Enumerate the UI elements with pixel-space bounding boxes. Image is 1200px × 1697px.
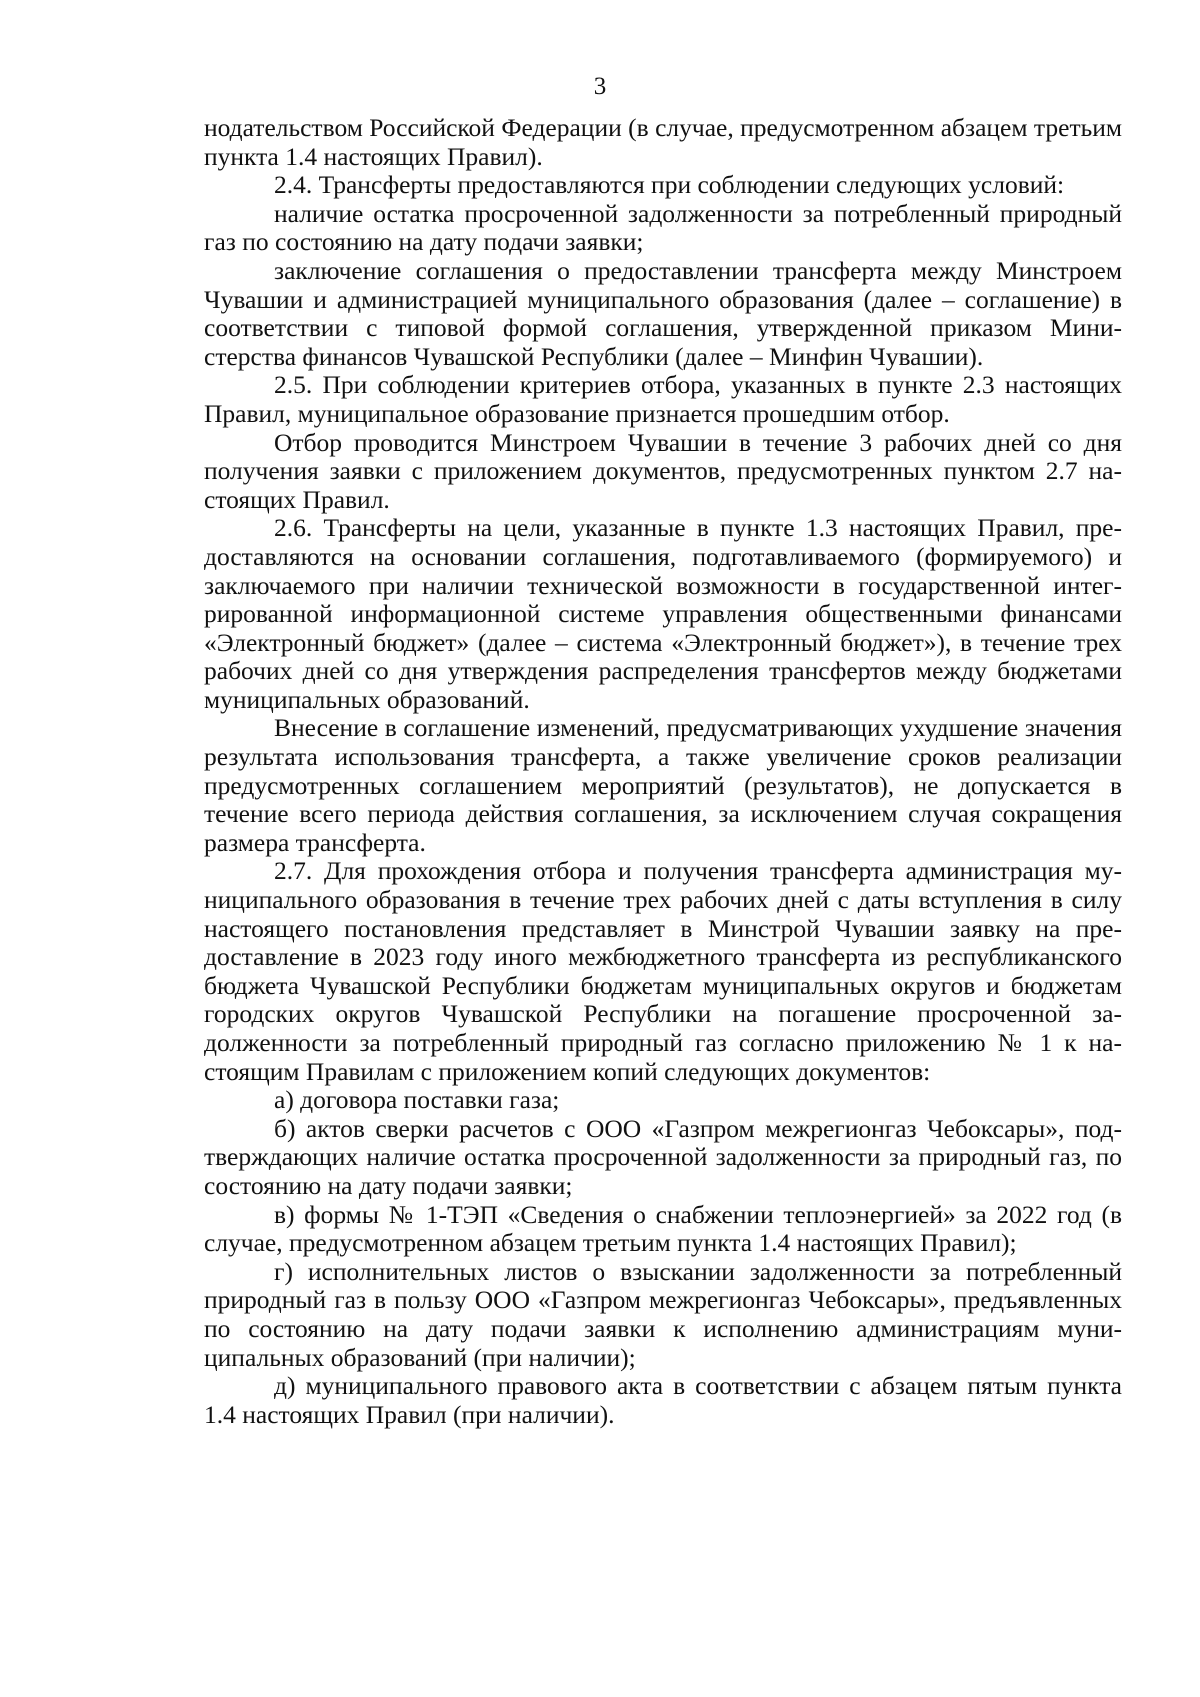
paragraph-2-7: 2.7. Для прохождения отбора и получения трансферта администрация муниципального образования в течение трех рабочих дней с даты вступления в силу настоящего постановления представляет в Минстрой Чувашии заявку на предоставление в 2023 году иного межбюджетного трансферта из республиканского бюджета Чувашской Республики бюджетам муниципальных округов и бюджетам городских округов Чувашской Республики на погашение просроченной задолженности за потребленный природный газ согласно приложению № 1 к настоящим Правилам с приложением копий следующих документов: — [204, 856, 1122, 1086]
list-item-b: б) актов сверки расчетов с ООО «Газпром межрегионгаз Чебоксары», подтверждающих наличие остатка просроченной задолженности за природный газ, по состоянию на дату подачи заявки; — [204, 1113, 1122, 1200]
list-item-d: д) муниципального правового акта в соответствии с абзацем пятым пункта 1.4 настоящих Правил (при наличии). — [204, 1371, 1122, 1429]
list-item-v: в) формы № 1-ТЭП «Сведения о снабжении теплоэнергией» за 2022 год (в случае, предусмотренном абзацем третьим пункта 1.4 настоящих Правил); — [204, 1199, 1122, 1258]
paragraph-2-4: 2.4. Трансферты предоставляются при соблюдении следующих условий: — [274, 170, 1065, 200]
paragraph-selection: Отбор проводится Минстроем Чувашии в течение 3 рабочих дней со дня получения заявки с приложением документов, предусмотренных пунктом 2.7 настоящих Правил. — [204, 427, 1122, 514]
list-item-a: а) договора поставки газа; — [274, 1085, 560, 1115]
paragraph-condition-agreement: заключение соглашения о предоставлении трансферта между Минстроем Чувашии и администрацией муниципального образования (далее – соглашение) в соответствии с типовой формой соглашения, утвержденной приказом Министерства финансов Чувашской Республики (далее – Минфин Чувашии). — [204, 255, 1122, 371]
paragraph-amendments: Внесение в соглашение изменений, предусматривающих ухудшение значения результата использования трансферта, а также увеличение сроков реализации предусмотренных соглашением мероприятий (результатов), не допускается в течение всего периода действия соглашения, за исключением случая сокращения размера трансферта. — [204, 713, 1122, 857]
list-item-g: г) исполнительных листов о взыскании задолженности за потребленный природный газ в пользу ООО «Газпром межрегионгаз Чебоксары», предъявленных по состоянию на дату подачи заявки к исполнению администрациям муниципальных образований (при наличии); — [204, 1256, 1122, 1372]
paragraph-2-6: 2.6. Трансферты на цели, указанные в пункте 1.3 настоящих Правил, предоставляются на основании соглашения, подготавливаемого (формируемого) и заключаемого при наличии технической возможности в государственной интегрированной информационной системе управления общественными финансами «Электронный бюджет» (далее – система «Электронный бюджет»), в течение трех рабочих дней со дня утверждения распределения трансфертов между бюджетами муниципальных образований. — [204, 513, 1122, 714]
document-body — [204, 114, 1122, 1429]
paragraph-2-5: 2.5. При соблюдении критериев отбора, указанных в пункте 2.3 настоящих Правил, муниципальное образование признается прошедшим отбор. — [204, 370, 1122, 428]
page-number: 3 — [593, 73, 607, 100]
paragraph-continuation: нодательством Российской Федерации (в случае, предусмотренном абзацем третьим пункта 1.4 настоящих Правил). — [204, 113, 1122, 171]
paragraph-condition-debt: наличие остатка просроченной задолженности за потребленный природный газ по состоянию на дату подачи заявки; — [204, 198, 1122, 257]
